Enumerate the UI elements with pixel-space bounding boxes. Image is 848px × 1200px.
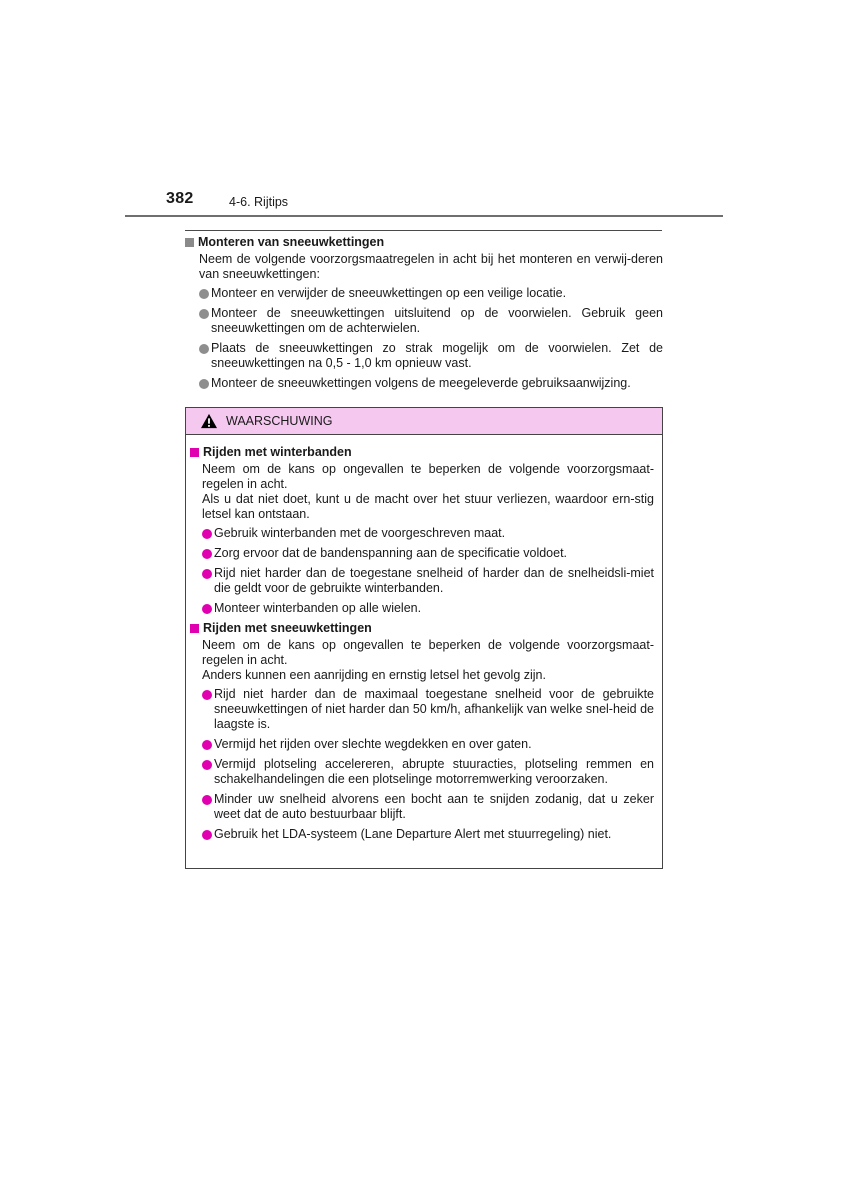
bullet-dot-icon — [202, 690, 212, 700]
page-number: 382 — [166, 190, 194, 207]
list-item-text: Gebruik het LDA-systeem (Lane Departure Alert met stuurregeling) niet. — [214, 827, 612, 841]
bullet-dot-icon — [199, 344, 209, 354]
list-item — [199, 341, 663, 371]
list-item-text: Monteer winterbanden op alle wielen. — [214, 601, 422, 615]
list-item — [202, 757, 654, 787]
list-item — [202, 792, 654, 822]
list-item — [199, 376, 663, 391]
list-item — [202, 687, 654, 732]
bullet-dot-icon — [202, 549, 212, 559]
warning-bullet-list — [190, 526, 654, 616]
list-item — [202, 601, 654, 616]
section-title: 4-6. Rijtips — [229, 195, 289, 209]
list-item — [202, 566, 654, 596]
list-item-text: Plaats de sneeuwkettingen zo strak mogelijk om de voorwielen. Zet de sneeuwkettingen na 0,5 - 1,0 km opnieuw vast. — [211, 341, 663, 370]
list-item — [202, 526, 654, 541]
heading-text: Rijden met sneeuwkettingen — [203, 621, 372, 635]
warning-paragraph: Anders kunnen een aanrijding en ernstig letsel het gevolg zijn. — [202, 668, 546, 682]
list-item-text: Rijd niet harder dan de toegestane snelheid of harder dan de snelheidsli-miet die geldt voor de gebruikte winterbanden. — [214, 566, 654, 595]
bullet-dot-icon — [199, 289, 209, 299]
bullet-dot-icon — [202, 740, 212, 750]
warning-bullet-list — [190, 687, 654, 842]
bullet-dot-icon — [202, 760, 212, 770]
warning-paragraph: Neem om de kans op ongevallen te beperken de volgende voorzorgsmaat-regelen in acht. — [202, 638, 654, 667]
list-item — [199, 306, 663, 336]
warning-header — [186, 408, 662, 435]
bullet-dot-icon — [202, 604, 212, 614]
list-item — [202, 827, 654, 842]
square-bullet-icon — [190, 624, 199, 633]
body-divider — [185, 230, 662, 231]
warning-label: WAARSCHUWING — [226, 414, 333, 428]
bullet-dot-icon — [202, 529, 212, 539]
heading-text: Monteren van sneeuwkettingen — [198, 235, 385, 249]
warning-paragraph: Als u dat niet doet, kunt u de macht over het stuur verliezen, waardoor ern-stig letsel kan ontstaan. — [202, 492, 654, 521]
bullet-dot-icon — [199, 379, 209, 389]
warning-box — [185, 407, 663, 869]
list-item-text: Vermijd het rijden over slechte wegdekken en over gaten. — [214, 737, 532, 751]
square-bullet-icon — [185, 238, 194, 247]
list-item-text: Vermijd plotseling accelereren, abrupte stuuracties, plotseling remmen en schakelhandelingen die een plotselinge motorremwerking veroorzaken. — [214, 757, 654, 786]
bullet-dot-icon — [202, 569, 212, 579]
list-item-text: Rijd niet harder dan de maximaal toegestane snelheid voor de gebruikte sneeuwkettingen of niet harder dan 50 km/h, afhankelijk van welke snel-heid de laagste is. — [214, 687, 654, 731]
list-item — [202, 546, 654, 561]
intro-bullet-list — [185, 286, 663, 391]
list-item-text: Zorg ervoor dat de bandenspanning aan de specificatie voldoet. — [214, 546, 568, 560]
list-item-text: Minder uw snelheid alvorens een bocht aan te snijden zodanig, dat u zeker weet dat de auto bestuurbaar blijft. — [214, 792, 654, 821]
header-divider — [125, 215, 723, 217]
bullet-dot-icon — [202, 830, 212, 840]
warning-section-heading — [190, 445, 654, 460]
warning-section-heading — [190, 621, 654, 636]
list-item — [202, 737, 654, 752]
warning-triangle-icon — [200, 413, 218, 429]
bullet-dot-icon — [199, 309, 209, 319]
warning-paragraph: Neem om de kans op ongevallen te beperken de volgende voorzorgsmaat-regelen in acht. — [202, 462, 654, 491]
section-heading — [185, 235, 663, 250]
list-item-text: Monteer en verwijder de sneeuwkettingen op een veilige locatie. — [211, 286, 567, 300]
bullet-dot-icon — [202, 795, 212, 805]
heading-text: Rijden met winterbanden — [203, 445, 352, 459]
list-item-text: Monteer de sneeuwkettingen uitsluitend op de voorwielen. Gebruik geen sneeuwkettingen om de achterwielen. — [211, 306, 663, 335]
square-bullet-icon — [190, 448, 199, 457]
list-item — [199, 286, 663, 301]
list-item-text: Monteer de sneeuwkettingen volgens de meegeleverde gebruiksaanwijzing. — [211, 376, 631, 390]
intro-paragraph: Neem de volgende voorzorgsmaatregelen in acht bij het monteren en verwij-deren van sneeuwkettingen: — [199, 252, 663, 281]
snow-chains-section — [185, 235, 663, 396]
list-item-text: Gebruik winterbanden met de voorgeschreven maat. — [214, 526, 506, 540]
warning-body — [186, 435, 662, 842]
